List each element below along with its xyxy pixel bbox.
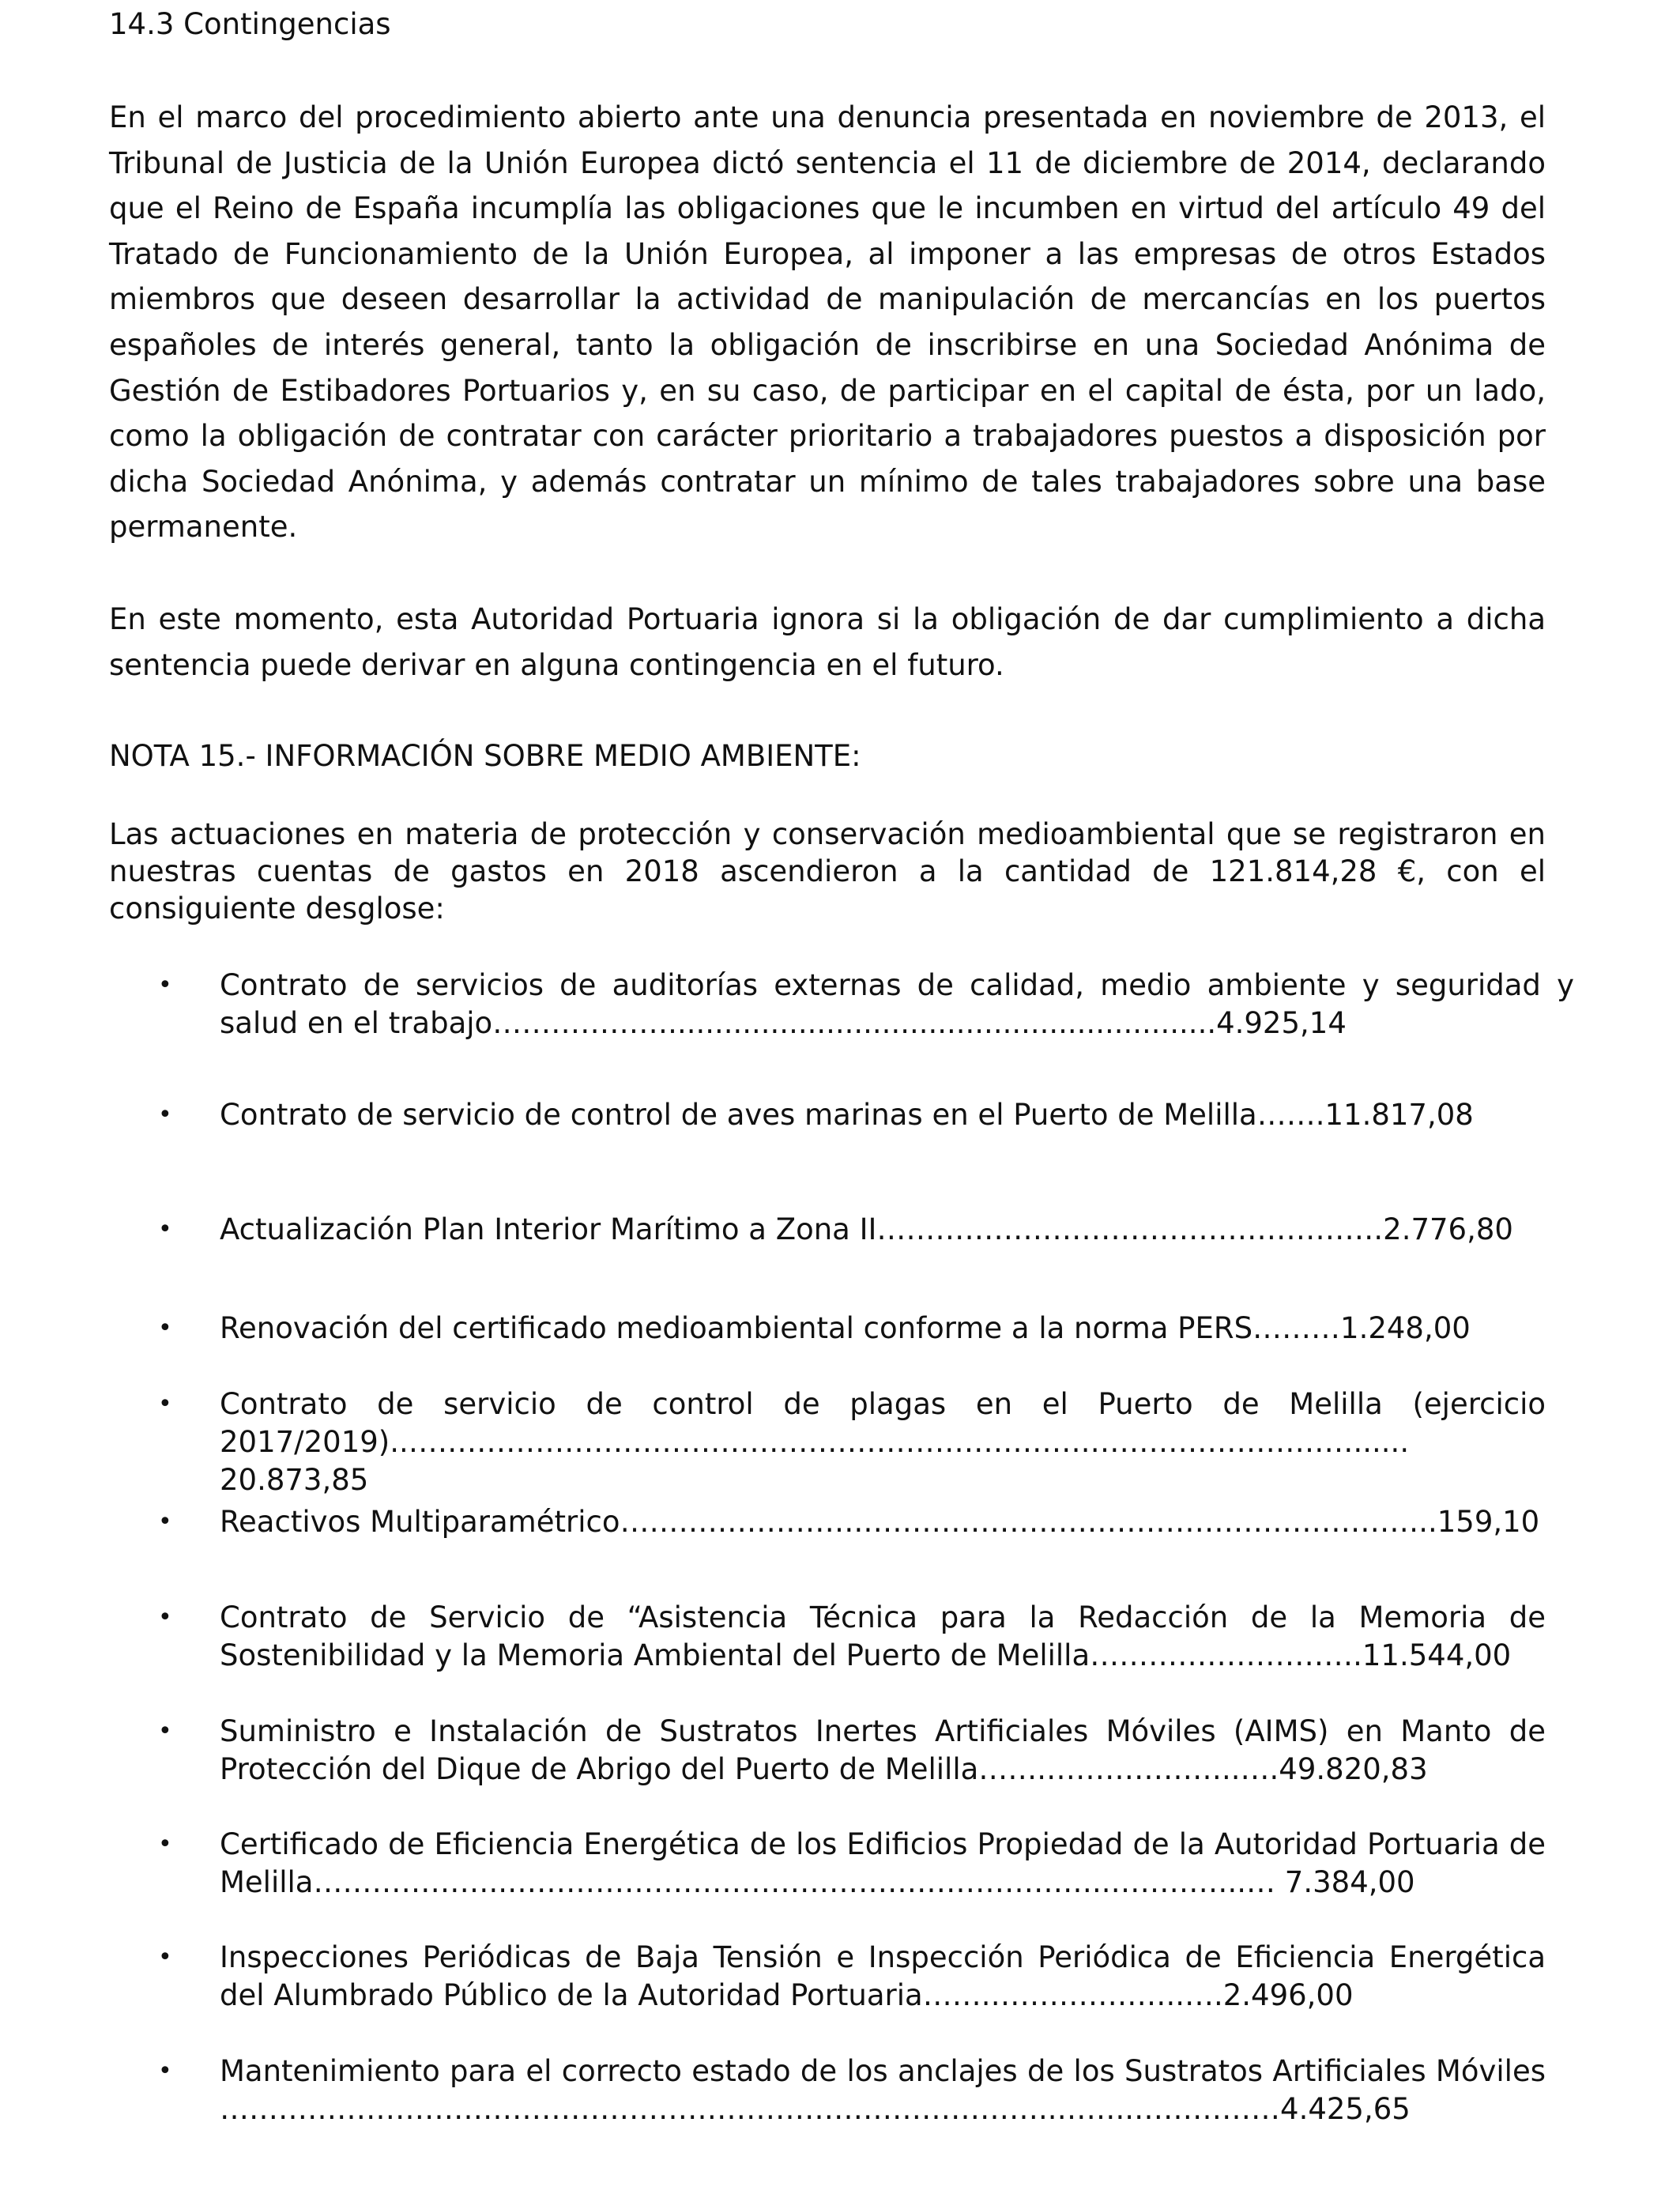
list-item-text: Contrato de servicio de control de aves marinas en el Puerto de Melilla…….11.817,08: [220, 1098, 1474, 1132]
bullet-icon: •: [158, 1604, 172, 1631]
list-item-text: Certificado de Eficiencia Energética de los Edificios Propiedad de la Autoridad Portuaria de Melilla………………..……………………………………………………..…………..… 7.384,00: [220, 1827, 1546, 1899]
bullet-icon: •: [158, 971, 172, 999]
bullet-icon: •: [158, 1830, 172, 1858]
list-item-text: Contrato de servicios de auditorías externas de calidad, medio ambiente y seguridad y salud en el trabajo………………...........................................................4.925,14: [220, 968, 1574, 1040]
list-item-text: Inspecciones Periódicas de Baja Tensión e Inspección Periódica de Eficiencia Energética del Alumbrado Público de la Autoridad Portuaria…….………………..….2.496,00: [220, 1940, 1546, 2012]
bullet-icon: •: [158, 1717, 172, 1745]
list-item-text: Actualización Plan Interior Marítimo a Zona II…………………………………………….2.776,80: [220, 1212, 1513, 1246]
paragraph-note-intro: Las actuaciones en materia de protección y conservación medioambiental que se registraron en nuestras cuentas de gastos en 2018 ascendieron a la cantidad de 121.814,28 €, con el consiguiente desglose:: [109, 817, 1546, 925]
list-item-text: Contrato de servicio de control de plagas en el Puerto de Melilla (ejercicio 2017/2019)..…………………………………………………………….………………………...... 20.873,85: [220, 1387, 1546, 1497]
section-heading-contingencias: 14.3 Contingencias: [109, 7, 391, 41]
list-item-text: Suministro e Instalación de Sustratos Inertes Artificiales Móviles (AIMS) en Manto de Protección del Dique de Abrigo del Puerto de Melilla…….………………..….49.820,83: [220, 1714, 1546, 1786]
note-heading-medio-ambiente: NOTA 15.- INFORMACIÓN SOBRE MEDIO AMBIENTE:: [109, 739, 861, 773]
bullet-icon: •: [158, 1943, 172, 1971]
bullet-icon: •: [158, 1390, 172, 1418]
list-item-text: Contrato de Servicio de “Asistencia Técnica para la Redacción de la Memoria de Sostenibilidad y la Memoria Ambiental del Puerto de Melilla……………………….11.544,00: [220, 1600, 1546, 1672]
bullet-icon: •: [158, 1508, 172, 1536]
list-item-text: Mantenimiento para el correcto estado de los anclajes de los Sustratos Artificiales Móviles …………………………………………………………………………..……..……………4.425,65: [220, 2054, 1546, 2126]
bullet-icon: •: [158, 2057, 172, 2085]
bullet-icon: •: [158, 1101, 172, 1129]
bullet-icon: •: [158, 1314, 172, 1342]
list-item-text: Reactivos Multiparamétrico…………………….…………………………………………………..159,10: [220, 1505, 1540, 1539]
bullet-icon: •: [158, 1216, 172, 1243]
list-item-text: Renovación del certificado medioambiental conforme a la norma PERS………1.248,00: [220, 1311, 1471, 1345]
paragraph-sentencia: En el marco del procedimiento abierto ante una denuncia presentada en noviembre de 2013, el Tribunal de Justicia de la Unión Europea dictó sentencia el 11 de diciembre de 2014, declarando que el Reino de España incumplía las obligaciones que le incumben en virtud del artículo 49 del Tratado de Funcionamiento de la Unión Europea, al imponer a las empresas de otros Estados miembros que deseen desarrollar la actividad de manipulación de mercancías en los puertos españoles de interés general, tanto la obligación de inscribirse en una Sociedad Anónima de Gestión de Estibadores Portuarios y, en su caso, de participar en el capital de ésta, por un lado, como la obligación de contratar con carácter prioritario a trabajadores puestos a disposición por dicha Sociedad Anónima, y además contratar un mínimo de tales trabajadores sobre una base permanente.: [109, 100, 1546, 545]
paragraph-autoridad-portuaria: En este momento, esta Autoridad Portuaria ignora si la obligación de dar cumplimiento a dicha sentencia puede derivar en alguna contingencia en el futuro.: [109, 602, 1546, 682]
